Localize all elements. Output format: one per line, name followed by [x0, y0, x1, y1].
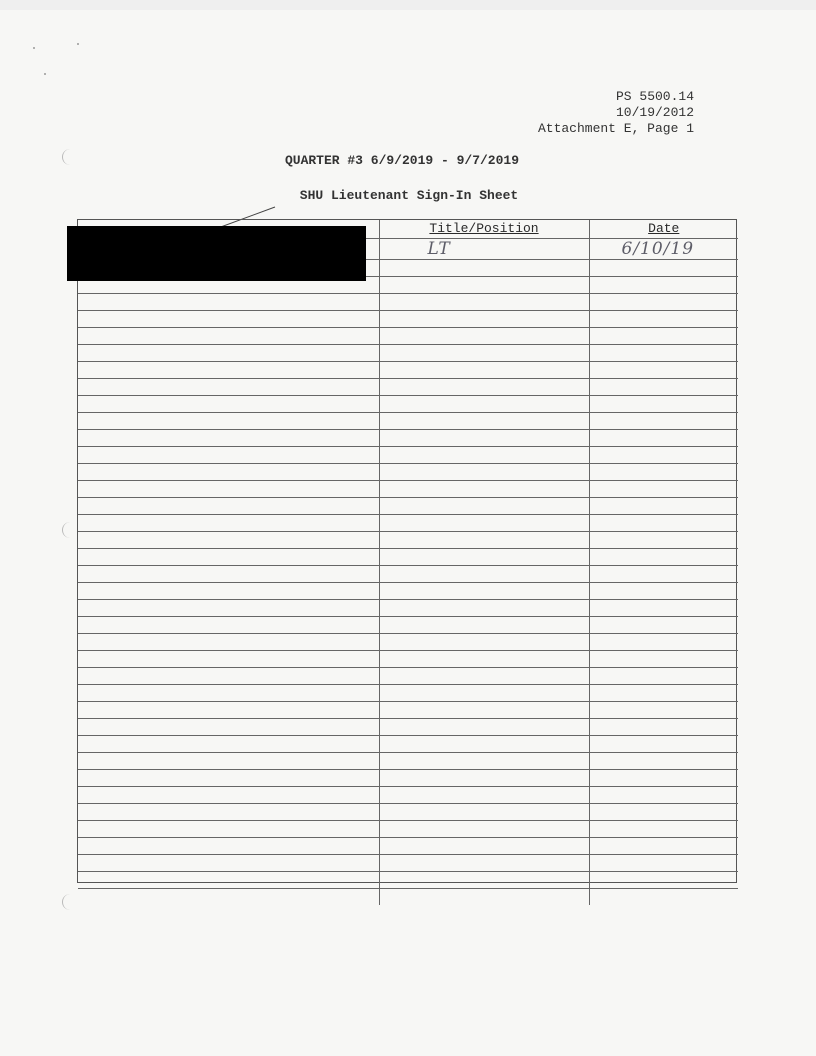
date-cell — [589, 753, 738, 770]
name-cell — [78, 430, 379, 447]
title-position-cell — [379, 668, 589, 685]
handwritten-title: LT — [427, 239, 451, 259]
date-cell — [589, 294, 738, 311]
name-cell — [78, 294, 379, 311]
table-row — [78, 549, 738, 566]
title-position-cell — [379, 634, 589, 651]
name-cell — [78, 770, 379, 787]
date-cell — [589, 396, 738, 413]
name-cell — [78, 515, 379, 532]
name-cell — [78, 889, 379, 906]
scan-speck — [77, 43, 79, 45]
title-position-cell — [379, 277, 589, 294]
attachment-label: Attachment E, Page 1 — [537, 121, 694, 136]
scan-speck — [44, 73, 46, 75]
table-row — [78, 855, 738, 872]
table-row — [78, 838, 738, 855]
name-cell — [78, 719, 379, 736]
title-position-cell — [379, 736, 589, 753]
table-row — [78, 362, 738, 379]
name-cell — [78, 447, 379, 464]
name-cell — [78, 753, 379, 770]
date-cell — [589, 260, 738, 277]
table-row — [78, 787, 738, 804]
table-row — [78, 498, 738, 515]
table-row — [78, 311, 738, 328]
date-cell — [589, 379, 738, 396]
name-cell — [78, 736, 379, 753]
date-cell — [589, 328, 738, 345]
table-row — [78, 566, 738, 583]
name-cell — [78, 685, 379, 702]
date-cell — [589, 685, 738, 702]
name-cell — [78, 787, 379, 804]
name-cell — [78, 668, 379, 685]
handwritten-date: 6/10/19 — [621, 239, 695, 259]
name-cell — [78, 379, 379, 396]
date-cell — [589, 311, 738, 328]
title-position-cell — [379, 889, 589, 906]
title-position-cell — [379, 447, 589, 464]
title-position-cell — [379, 328, 589, 345]
date-cell — [589, 838, 738, 855]
name-cell — [78, 872, 379, 889]
sheet-title: SHU Lieutenant Sign-In Sheet — [299, 188, 519, 203]
name-cell — [78, 804, 379, 821]
date-cell — [589, 515, 738, 532]
title-position-cell — [379, 600, 589, 617]
table-row — [78, 464, 738, 481]
table-row — [78, 804, 738, 821]
name-cell — [78, 345, 379, 362]
table-row — [78, 345, 738, 362]
date-cell — [589, 239, 738, 260]
date-cell — [589, 872, 738, 889]
title-position-cell — [379, 651, 589, 668]
date-cell — [589, 464, 738, 481]
date-cell — [589, 770, 738, 787]
title-position-cell — [379, 702, 589, 719]
title-position-cell — [379, 532, 589, 549]
date-cell — [589, 600, 738, 617]
title-position-cell — [379, 787, 589, 804]
name-cell — [78, 481, 379, 498]
date-cell — [589, 430, 738, 447]
table-row — [78, 600, 738, 617]
table-row — [78, 447, 738, 464]
table-row — [78, 294, 738, 311]
table-row — [78, 736, 738, 753]
table-row — [78, 634, 738, 651]
name-cell — [78, 549, 379, 566]
table-row — [78, 821, 738, 838]
title-position-cell — [379, 685, 589, 702]
column-header-date: Date — [589, 220, 738, 239]
name-cell — [78, 498, 379, 515]
table-row — [78, 328, 738, 345]
title-position-cell — [379, 515, 589, 532]
date-cell — [589, 719, 738, 736]
table-row — [78, 685, 738, 702]
title-position-cell — [379, 362, 589, 379]
scan-speck — [33, 47, 35, 49]
date-cell — [589, 447, 738, 464]
date-cell — [589, 481, 738, 498]
quarter-title: QUARTER #3 6/9/2019 - 9/7/2019 — [284, 153, 520, 168]
title-position-cell — [379, 753, 589, 770]
table-row — [78, 430, 738, 447]
table-row — [78, 532, 738, 549]
name-cell — [78, 413, 379, 430]
sign-in-table — [77, 219, 737, 883]
scan-edge — [0, 0, 816, 10]
table-row — [78, 379, 738, 396]
table-row — [78, 413, 738, 430]
date-cell — [589, 804, 738, 821]
title-position-cell — [379, 430, 589, 447]
date-cell — [589, 277, 738, 294]
title-position-cell — [379, 413, 589, 430]
name-cell — [78, 328, 379, 345]
table-row — [78, 396, 738, 413]
table-row — [78, 481, 738, 498]
name-cell — [78, 532, 379, 549]
column-header-title-position: Title/Position — [379, 220, 589, 239]
title-position-cell — [379, 260, 589, 277]
date-cell — [589, 583, 738, 600]
date-cell — [589, 413, 738, 430]
date-cell — [589, 702, 738, 719]
name-cell — [78, 600, 379, 617]
table-row — [78, 889, 738, 906]
date-cell — [589, 821, 738, 838]
date-cell — [589, 787, 738, 804]
date-cell — [589, 668, 738, 685]
title-position-cell — [379, 855, 589, 872]
name-cell — [78, 855, 379, 872]
table-row — [78, 515, 738, 532]
name-cell — [78, 821, 379, 838]
date-cell — [589, 549, 738, 566]
name-cell — [78, 838, 379, 855]
title-position-cell — [379, 804, 589, 821]
title-position-cell — [379, 481, 589, 498]
name-cell — [78, 396, 379, 413]
policy-date: 10/19/2012 — [615, 105, 694, 120]
title-position-cell — [379, 345, 589, 362]
table-row — [78, 702, 738, 719]
table-row — [78, 872, 738, 889]
name-cell — [78, 634, 379, 651]
title-position-cell — [379, 821, 589, 838]
date-cell — [589, 617, 738, 634]
date-cell — [589, 634, 738, 651]
policy-code: PS 5500.14 — [615, 89, 694, 104]
table-row — [78, 770, 738, 787]
date-cell — [589, 345, 738, 362]
name-cell — [78, 464, 379, 481]
title-position-cell — [379, 498, 589, 515]
title-position-cell — [379, 549, 589, 566]
table-row — [78, 583, 738, 600]
name-cell — [78, 583, 379, 600]
title-position-cell — [379, 294, 589, 311]
title-position-cell — [379, 311, 589, 328]
title-position-cell — [379, 719, 589, 736]
date-cell — [589, 362, 738, 379]
table-row — [78, 651, 738, 668]
date-cell — [589, 736, 738, 753]
title-position-cell — [379, 872, 589, 889]
title-position-cell — [379, 464, 589, 481]
name-cell — [78, 566, 379, 583]
title-position-cell — [379, 239, 589, 260]
redaction-box — [67, 226, 366, 281]
date-cell — [589, 532, 738, 549]
title-position-cell — [379, 583, 589, 600]
date-cell — [589, 566, 738, 583]
name-cell — [78, 617, 379, 634]
date-cell — [589, 498, 738, 515]
date-cell — [589, 889, 738, 906]
name-cell — [78, 651, 379, 668]
title-position-cell — [379, 770, 589, 787]
date-cell — [589, 651, 738, 668]
table-row — [78, 719, 738, 736]
table-row — [78, 753, 738, 770]
name-cell — [78, 702, 379, 719]
document-reference-header — [538, 89, 694, 137]
table-row — [78, 668, 738, 685]
title-position-cell — [379, 396, 589, 413]
table-row — [78, 617, 738, 634]
hole-punch-mark — [62, 894, 73, 910]
title-position-cell — [379, 379, 589, 396]
name-cell — [78, 362, 379, 379]
name-cell — [78, 311, 379, 328]
title-position-cell — [379, 566, 589, 583]
title-position-cell — [379, 617, 589, 634]
title-position-cell — [379, 838, 589, 855]
date-cell — [589, 855, 738, 872]
hole-punch-mark — [62, 522, 73, 538]
